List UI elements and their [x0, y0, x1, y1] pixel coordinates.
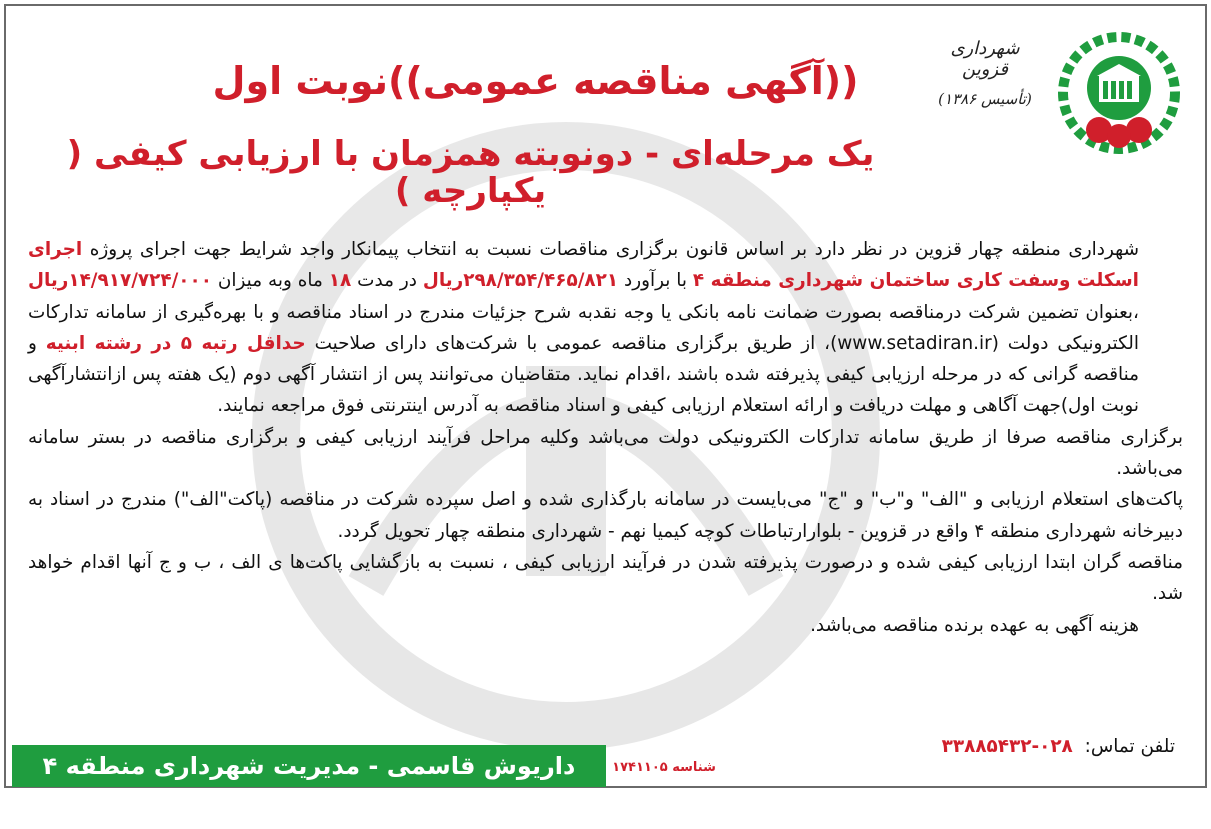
ad-title: ((آگهی مناقصه عمومی))نوبت اول	[212, 59, 859, 103]
duration-months: ۱۸	[328, 270, 352, 292]
paragraph-cost: هزینه آگهی به عهده برنده مناقصه می‌باشد.	[810, 614, 1139, 636]
signature-bar: داریوش قاسمی - مدیریت شهرداری منطقه ۴ قزوین	[12, 745, 606, 787]
project-name: اجرای اسکلت وسفت کاری ساختمان شهرداری منطقه ۴	[28, 239, 1139, 292]
phone-number: ۰۲۸-۳۳۸۸۵۴۳۲	[941, 736, 1073, 757]
estimate-amount: ۲۹۸/۳۵۴/۴۶۵/۸۲۱ریال	[422, 270, 619, 292]
paragraph-procedure: برگزاری مناقصه صرفا از طریق سامانه تدارکات الکترونیکی دولت می‌باشد وکلیه مراحل فرآیند ارزیابی کیفی و برگزاری مناقصه در بستر سامانه می‌باشد.	[28, 426, 1183, 480]
guarantee-amount: ۱۴/۹۱۷/۷۲۴/۰۰۰ریال	[28, 270, 212, 292]
ad-body	[28, 234, 1183, 641]
phone-label: تلفن تماس:	[1084, 736, 1175, 757]
org-founded: (تأسیس ۱۳۸۶)	[938, 90, 1032, 108]
paragraph-main: شهرداری منطقه چهار قزوین در نظر دارد بر اساس قانون برگزاری مناقصات نسبت به انتخاب پیمانکار واجد شرایط جهت اجرای پروژه اجرای اسکلت وسفت کاری ساختمان شهرداری منطقه ۴ با برآورد ۲۹۸/۳۵۴/۴۶۵/۸۲۱ریال در مدت ۱۸ ماه وبه میزان ۱۴/۹۱۷/۷۲۴/۰۰۰ریال ،بعنوان تضمین شرکت درمناقصه بصورت ضمانت نامه بانکی یا وجه نقدبه شرح جزئیات مندرج در اسناد مناقصه و با بهره‌گیری از سامانه تدارکات الکترونیکی دولت (www.setadiran.ir)، از طریق برگزاری مناقصه عمومی با شرکت‌های دارای صلاحیت حداقل رتبه ۵ در رشته ابنیه و مناقصه گرانی که در مرحله ارزیابی کیفی پذیرفته شده باشند ،اقدام نماید. متقاضیان می‌توانند پس از انتشار آگهی دوم (یک هفته پس ازانتشارآگهی نوبت اول)جهت آگاهی و مهلت دریافت و ارائه استعلام ارزیابی کیفی و اسناد مناقصه به آدرس اینترنتی فوق مراجعه نمایند.	[28, 239, 1139, 417]
org-name: شهرداری قزوین	[950, 38, 1020, 80]
contractor-grade: حداقل رتبه ۵ در رشته ابنیه	[45, 332, 306, 354]
municipality-logo	[1053, 34, 1185, 152]
ad-subtitle: یک مرحله‌ای - دونوبته همزمان با ارزیابی کیفی ( یکپارچه )	[66, 134, 875, 212]
contact-phone	[942, 736, 1175, 757]
paragraph-envelopes: پاکت‌های استعلام ارزیابی و "الف" و"ب" و "ج" می‌بایست در سامانه بارگذاری شده و اصل سپرده شرکت در مناقصه (پاکت"الف") مندرج در اسناد به دبیرخانه شهرداری منطقه ۴ واقع در قزوین - بلوارارتباطات کوچه کیمیا نهم - شهرداری منطقه چهار تحویل گردد.	[28, 489, 1183, 542]
logo-caption	[925, 38, 1045, 108]
ad-code: شناسه ۱۷۴۱۱۰۵	[612, 760, 716, 775]
paragraph-evaluation: مناقصه گران ابتدا ارزیابی کیفی شده و درصورت پذیرفته شدن در فرآیند ارزیابی کیفی ، نسبت به بازگشایی پاکت‌ها ی الف ، ب و ج آنها اقدام خواهد شد.	[28, 551, 1183, 605]
advertisement-frame	[4, 4, 1207, 822]
